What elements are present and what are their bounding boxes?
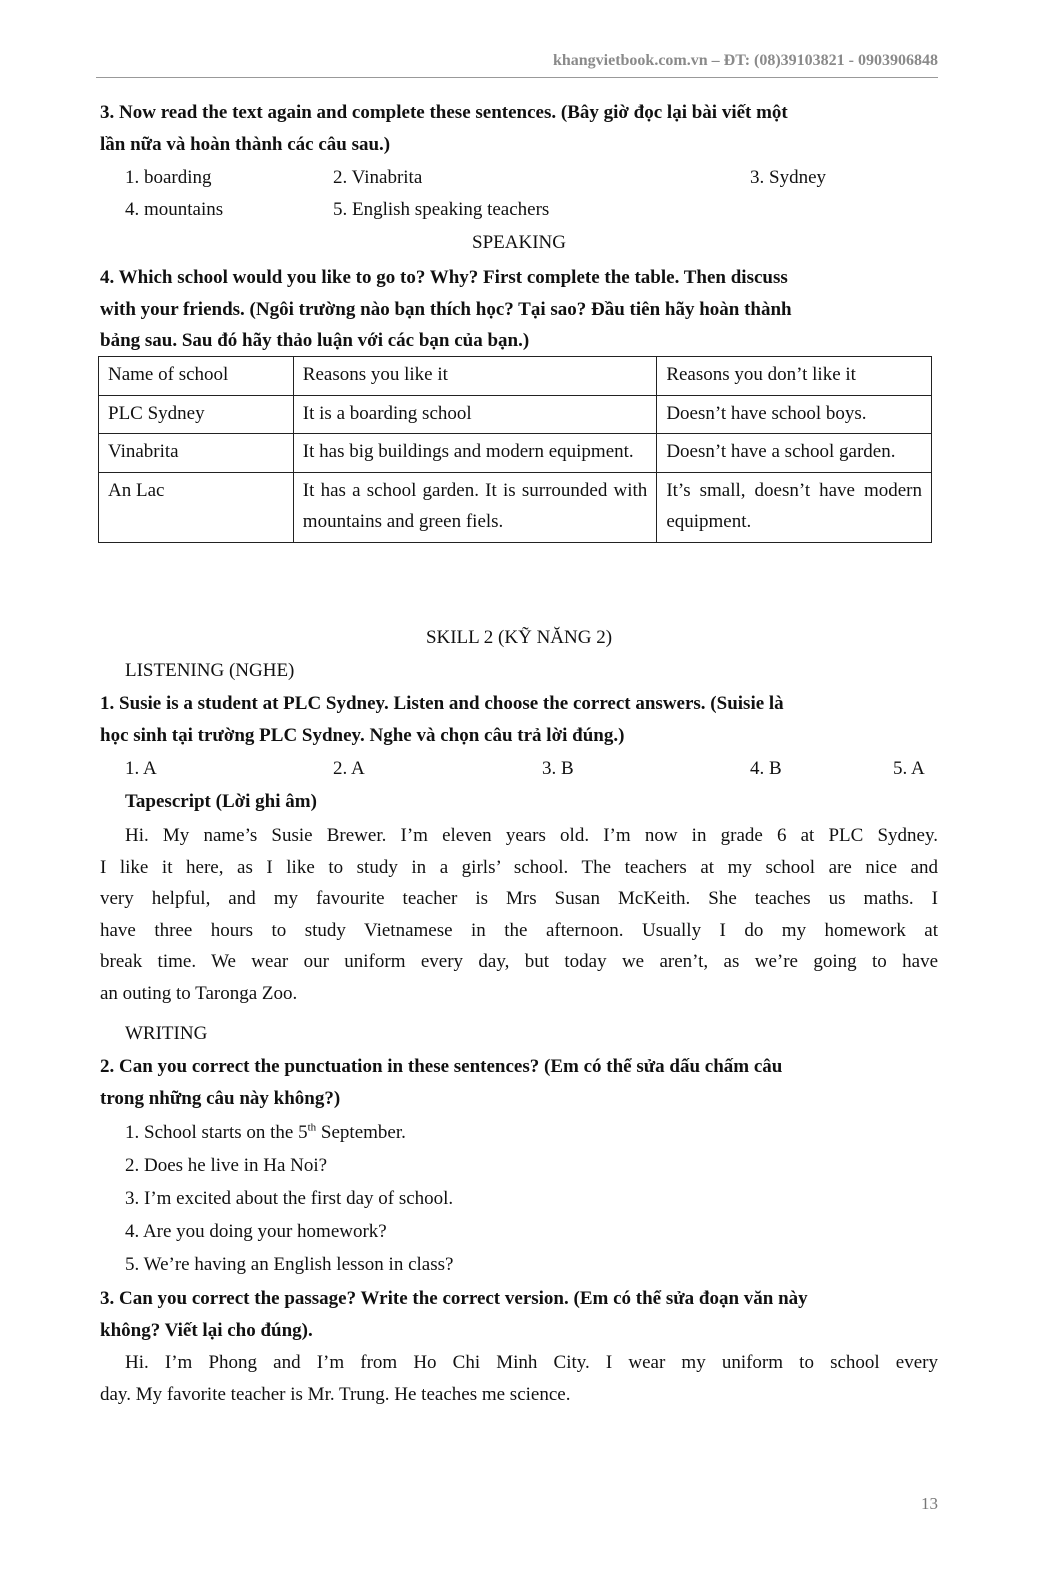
header-divider [96,77,938,78]
exercise-4-prompt-line: with your friends. (Ngôi trường nào bạn thích học? Tại sao? Đầu tiên hãy hoàn thành [100,298,792,320]
writing-2-item: 2. Does he live in Ha Noi? [125,1155,328,1176]
tapescript-line: break time. We wear our uniform every day, but today we aren’t, as we’re going to have [100,951,938,972]
tapescript-line: an outing to Taronga Zoo. [100,982,298,1004]
exercise-4-prompt-line: 4. Which school would you like to go to? Why? First complete the table. Then discuss [100,267,788,288]
table-cell: Vinabrita [99,434,294,473]
skill-2-heading: SKILL 2 (KỸ NĂNG 2) [425,627,613,648]
answer-item: 3. B [542,758,574,779]
tapescript-line: have three hours to study Vietnamese in the afternoon. Usually I do my homework at [100,919,938,941]
tapescript-heading: Tapescript (Lời ghi âm) [125,791,317,812]
answer-item: 5. English speaking teachers [333,199,550,220]
answer-item: 4. B [750,758,782,779]
listening-1-prompt-line: học sinh tại trường PLC Sydney. Nghe và chọn câu trả lời đúng.) [100,724,625,746]
exercise-4-prompt [100,262,938,357]
listening-heading: LISTENING (NGHE) [125,660,295,681]
writing-3-prompt [100,1283,938,1346]
answer-item: 3. Sydney [750,167,826,188]
answer-item: 4. mountains [125,199,224,220]
table-header-cell: Reasons you like it [293,357,657,396]
passage-line: day. My favorite teacher is Mr. Trung. He teaches me science. [100,1383,571,1405]
exercise-3-prompt-line: lần nữa và hoàn thành các câu sau.) [100,133,391,155]
tapescript-line: Hi. My name’s Susie Brewer. I’m eleven years old. I’m now in grade 6 at PLC Sydney. [125,825,938,846]
ordinal-suffix: th [307,1121,317,1134]
exercise-3-answers-row [100,162,938,194]
tapescript-line: very helpful, and my favourite teacher is Mrs Susan McKeith. She teaches us maths. I [100,888,938,909]
exercise-3-answers-row [100,194,938,226]
table-cell: An Lac [99,472,294,542]
table-row [99,395,932,434]
table-row [99,472,932,542]
listening-1-answers-row [100,753,938,785]
table-cell: PLC Sydney [99,395,294,434]
writing-2-prompt [100,1051,938,1114]
writing-3-prompt-line: 3. Can you correct the passage? Write the correct version. (Em có thể sửa đoạn văn này [100,1288,808,1309]
tapescript-paragraph [100,820,938,1009]
table-cell: It has big buildings and modern equipment. [293,434,657,473]
speaking-heading: SPEAKING [472,232,566,253]
writing-2-prompt-line: 2. Can you correct the punctuation in these sentences? (Em có thể sửa dấu chấm câu [100,1056,783,1077]
answer-item: 5. A [893,758,925,779]
table-header-row [99,357,932,396]
passage-line: Hi. I’m Phong and I’m from Ho Chi Minh City. I wear my uniform to school every [125,1352,938,1373]
writing-3-passage [100,1347,938,1410]
answer-item: 1. boarding [125,167,212,188]
writing-2-item-text: 1. School starts on the 5 [125,1122,308,1143]
table-cell: It is a boarding school [293,395,657,434]
table-header-cell: Name of school [99,357,294,396]
writing-2-prompt-line: trong những câu này không?) [100,1087,341,1109]
listening-1-prompt-line: 1. Susie is a student at PLC Sydney. Listen and choose the correct answers. (Suisie là [100,693,784,714]
writing-2-item [100,1117,963,1149]
table-header-cell: Reasons you don’t like it [657,357,932,396]
listening-1-prompt [100,688,938,751]
exercise-4-prompt-line: bảng sau. Sau đó hãy thảo luận với các bạn của bạn.) [100,330,530,351]
tapescript-line: I like it here, as I like to study in a girls’ school. The teachers at my school are nice and [100,856,938,878]
page-header: khangvietbook.com.vn – ĐT: (08)39103821 - 0903906848 [552,52,938,69]
exercise-3-prompt [100,97,938,160]
writing-3-prompt-line: không? Viết lại cho đúng). [100,1319,313,1341]
answer-item: 2. A [333,758,365,779]
writing-2-item: 4. Are you doing your homework? [125,1221,387,1242]
answer-item: 1. A [125,758,157,779]
table-cell: It has a school garden. It is surrounded with mountains and green fiels. [293,472,657,542]
writing-2-item-text: September. [316,1122,406,1143]
page-number: 13 [921,1494,938,1513]
answer-item: 2. Vinabrita [333,167,423,188]
table-cell: It’s small, doesn’t have modern equipment. [657,472,932,542]
table-cell: Doesn’t have a school garden. [657,434,932,473]
writing-heading: WRITING [125,1023,208,1044]
writing-2-item: 5. We’re having an English lesson in class? [125,1254,454,1275]
schools-table [98,356,932,543]
table-row [99,434,932,473]
table-cell: Doesn’t have school boys. [657,395,932,434]
exercise-3-prompt-line: 3. Now read the text again and complete these sentences. (Bây giờ đọc lại bài viết một [100,102,788,123]
writing-2-item: 3. I’m excited about the first day of school. [125,1188,454,1209]
